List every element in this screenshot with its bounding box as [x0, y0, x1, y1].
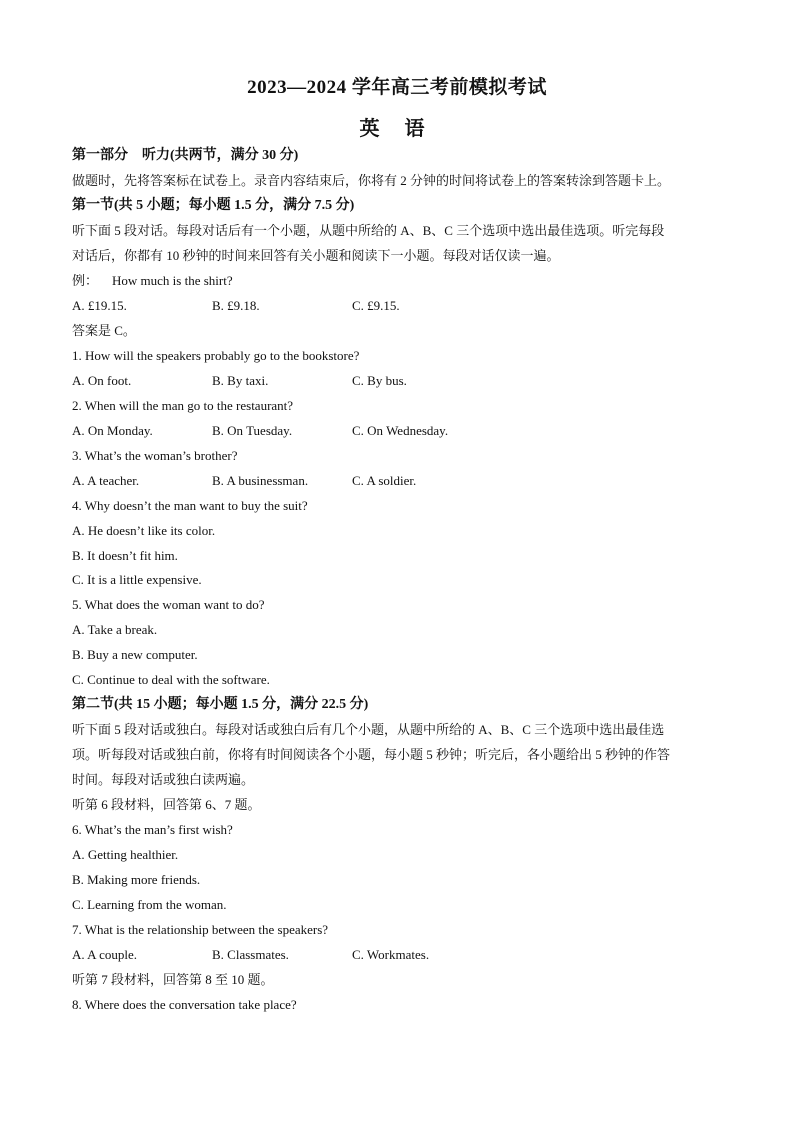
q3-option-b: B. A businessman. — [212, 473, 309, 488]
q5-option-a: A. Take a break. — [72, 622, 158, 637]
q7-option-a: A. A couple. — [72, 947, 137, 962]
part1-heading-title: 听力(共两节，满分 30 分) — [142, 148, 299, 163]
example-label: 例： — [72, 273, 99, 288]
q2-option-b: B. On Tuesday. — [212, 423, 293, 438]
question-6: 6. What’s the man’s first wish? — [72, 822, 233, 837]
example-question-text: How much is the shirt? — [112, 273, 233, 288]
q1-option-c: C. By bus. — [352, 373, 407, 388]
q1-option-a: A. On foot. — [72, 373, 132, 388]
material-7-note: 听第 7 段材料，回答第 8 至 10 题。 — [72, 972, 274, 987]
example-question — [72, 272, 233, 290]
q5-option-c: C. Continue to deal with the software. — [72, 672, 270, 687]
question-8: 8. Where does the conversation take place? — [72, 997, 297, 1012]
q4-option-b: B. It doesn’t fit him. — [72, 548, 178, 563]
q5-option-b: B. Buy a new computer. — [72, 647, 198, 662]
section2-instruction-line1: 听下面 5 段对话或独白。每段对话或独白后有几个小题，从题中所给的 A、B、C 三个选项中选出最佳选 — [72, 722, 665, 737]
example-option-a: A. £19.15. — [72, 298, 127, 313]
example-answer: 答案是 C。 — [72, 323, 136, 338]
section2-instruction-line2: 项。听每段对话或独白前，你将有时间阅读各个小题，每小题 5 秒钟；听完后，各小题给出 5 秒钟的作答 — [72, 747, 671, 762]
q4-option-a: A. He doesn’t like its color. — [72, 523, 216, 538]
q1-option-b: B. By taxi. — [212, 373, 269, 388]
q3-option-a: A. A teacher. — [72, 473, 140, 488]
section1-instruction-line2: 对话后，你都有 10 秒钟的时间来回答有关小题和阅读下一小题。每段对话仅读一遍。 — [72, 248, 560, 263]
question-7: 7. What is the relationship between the speakers? — [72, 922, 329, 937]
question-2: 2. When will the man go to the restaurant? — [72, 398, 294, 413]
exam-title: 2023—2024 学年高三考前模拟考试 — [247, 77, 547, 98]
section1-instruction-line1: 听下面 5 段对话。每段对话后有一个小题，从题中所给的 A、B、C 三个选项中选出最佳选项。听完每段 — [72, 223, 665, 238]
part1-instruction: 做题时，先将答案标在试卷上。录音内容结束后，你将有 2 分钟的时间将试卷上的答案转涂到答题卡上。 — [72, 173, 671, 188]
q4-option-c: C. It is a little expensive. — [72, 572, 202, 587]
section2-heading: 第二节(共 15 小题；每小题 1.5 分，满分 22.5 分) — [72, 697, 369, 712]
part1-heading — [72, 147, 298, 165]
q2-option-a: A. On Monday. — [72, 423, 153, 438]
q6-option-a: A. Getting healthier. — [72, 847, 179, 862]
example-option-c: C. £9.15. — [352, 298, 400, 313]
q6-option-b: B. Making more friends. — [72, 872, 201, 887]
question-5: 5. What does the woman want to do? — [72, 597, 265, 612]
part1-heading-label: 第一部分 — [72, 148, 128, 163]
question-3: 3. What’s the woman’s brother? — [72, 448, 238, 463]
question-4: 4. Why doesn’t the man want to buy the suit? — [72, 498, 308, 513]
subject-title: 英 语 — [359, 118, 435, 140]
q7-option-c: C. Workmates. — [352, 947, 430, 962]
material-6-note: 听第 6 段材料，回答第 6、7 题。 — [72, 797, 261, 812]
q6-option-c: C. Learning from the woman. — [72, 897, 227, 912]
example-option-b: B. £9.18. — [212, 298, 260, 313]
q2-option-c: C. On Wednesday. — [352, 423, 449, 438]
q7-option-b: B. Classmates. — [212, 947, 289, 962]
section2-instruction-line3: 时间。每段对话或独白读两遍。 — [72, 772, 255, 787]
question-1: 1. How will the speakers probably go to the bookstore? — [72, 348, 360, 363]
section1-heading: 第一节(共 5 小题；每小题 1.5 分，满分 7.5 分) — [72, 198, 355, 213]
q3-option-c: C. A soldier. — [352, 473, 417, 488]
